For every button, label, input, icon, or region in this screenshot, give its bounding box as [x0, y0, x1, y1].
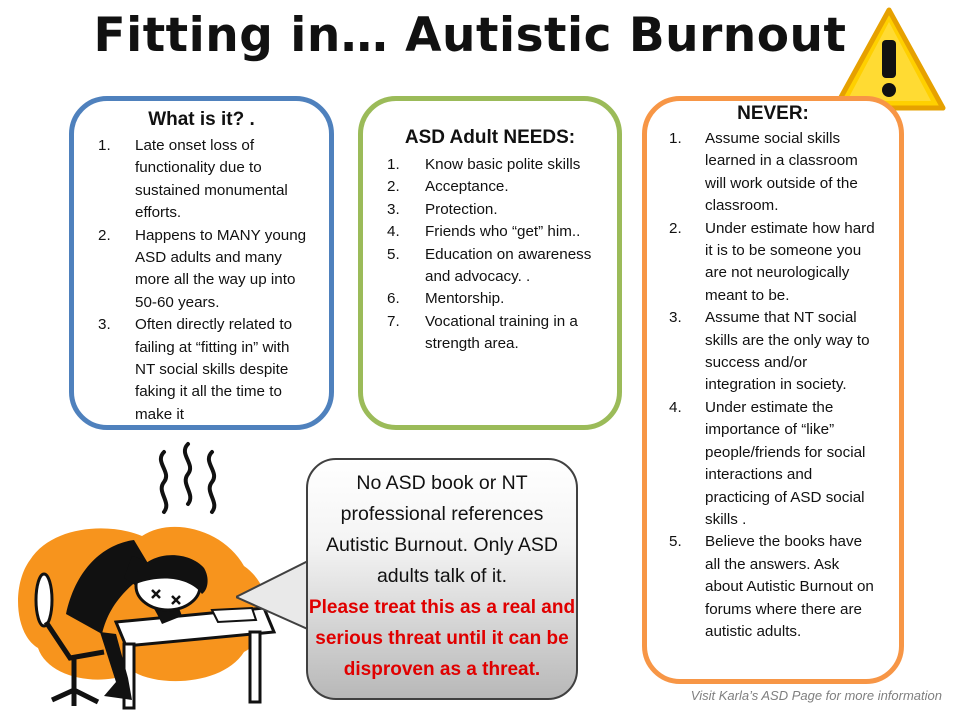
what-is-it-heading: What is it? . [148, 109, 255, 130]
what-is-it-panel [69, 96, 334, 430]
list-text: Acceptance. [425, 178, 509, 196]
list-text: Friends who “get” him.. [425, 223, 581, 241]
list-item [98, 314, 311, 426]
list-number: 1. [387, 156, 400, 173]
list-item [669, 307, 881, 397]
list-text: Vocational training in a strength area. [425, 312, 578, 353]
list-text: Under estimate how hard it is to be someone you are not neurologically meant to be. [705, 219, 875, 304]
list-number: 1. [669, 130, 682, 147]
list-number: 2. [387, 178, 400, 196]
list-number: 2. [669, 219, 682, 237]
needs-list [363, 149, 617, 356]
list-item [387, 154, 603, 176]
needs-panel [358, 96, 622, 430]
list-item [669, 128, 881, 218]
list-item [387, 221, 603, 243]
list-item [387, 311, 603, 356]
list-item [98, 225, 311, 315]
speech-bubble-tail [236, 555, 312, 635]
what-is-it-list [74, 131, 329, 426]
list-text: Assume social skills learned in a classroom will work outside of the classroom. [705, 130, 858, 215]
list-number: 1. [98, 137, 111, 154]
list-text: Mentorship. [425, 290, 505, 308]
list-number: 2. [98, 226, 111, 244]
footer-note: Visit Karla’s ASD Page for more information [690, 688, 942, 703]
never-list [647, 125, 899, 643]
list-number: 5. [669, 533, 682, 551]
list-text: Protection. [425, 200, 498, 218]
never-panel [642, 96, 904, 684]
list-number: 3. [98, 316, 111, 334]
never-heading: NEVER: [737, 103, 809, 124]
list-number: 7. [387, 312, 400, 330]
list-number: 4. [387, 223, 400, 241]
list-item [669, 531, 881, 643]
list-item [387, 288, 603, 310]
list-text: Assume that NT social skills are the only way to success and/or integration in society. [705, 309, 870, 394]
list-number: 5. [387, 245, 400, 263]
page-title: Fitting in… Autistic Burnout [93, 8, 847, 63]
needs-heading: ASD Adult NEEDS: [404, 127, 576, 148]
callout-emphasis-text: Please treat this as a real and serious threat until it can be disproven as a threat. [308, 597, 576, 680]
list-text: Education on awareness and advocacy. . [425, 245, 592, 286]
list-item [387, 199, 603, 221]
list-text: Often directly related to failing at “fitting in” with NT social skills despite faking it all the time to make it [135, 316, 293, 423]
list-item [669, 397, 881, 531]
list-item [387, 176, 603, 198]
list-text: Believe the books have all the answers. Ask about Autistic Burnout on forums where there are autistic adults. [705, 533, 874, 640]
list-number: 3. [387, 200, 400, 218]
list-text: Know basic polite skills [425, 156, 581, 173]
list-text: Late onset loss of functionality due to sustained monumental efforts. [135, 137, 288, 222]
callout-text: No ASD book or NT professional references Autistic Burnout. Only ASD adults talk of it. [326, 472, 558, 587]
list-item [387, 244, 603, 289]
list-item [669, 218, 881, 308]
list-text: Under estimate the importance of “like” people/friends for social interactions and practicing of ASD social skills . [705, 398, 866, 528]
list-text: Happens to MANY young ASD adults and many more all the way up into 50-60 years. [135, 226, 307, 311]
list-number: 6. [387, 290, 400, 308]
list-number: 4. [669, 398, 682, 416]
speech-bubble [306, 458, 578, 700]
list-number: 3. [669, 309, 682, 327]
list-item [98, 135, 311, 225]
